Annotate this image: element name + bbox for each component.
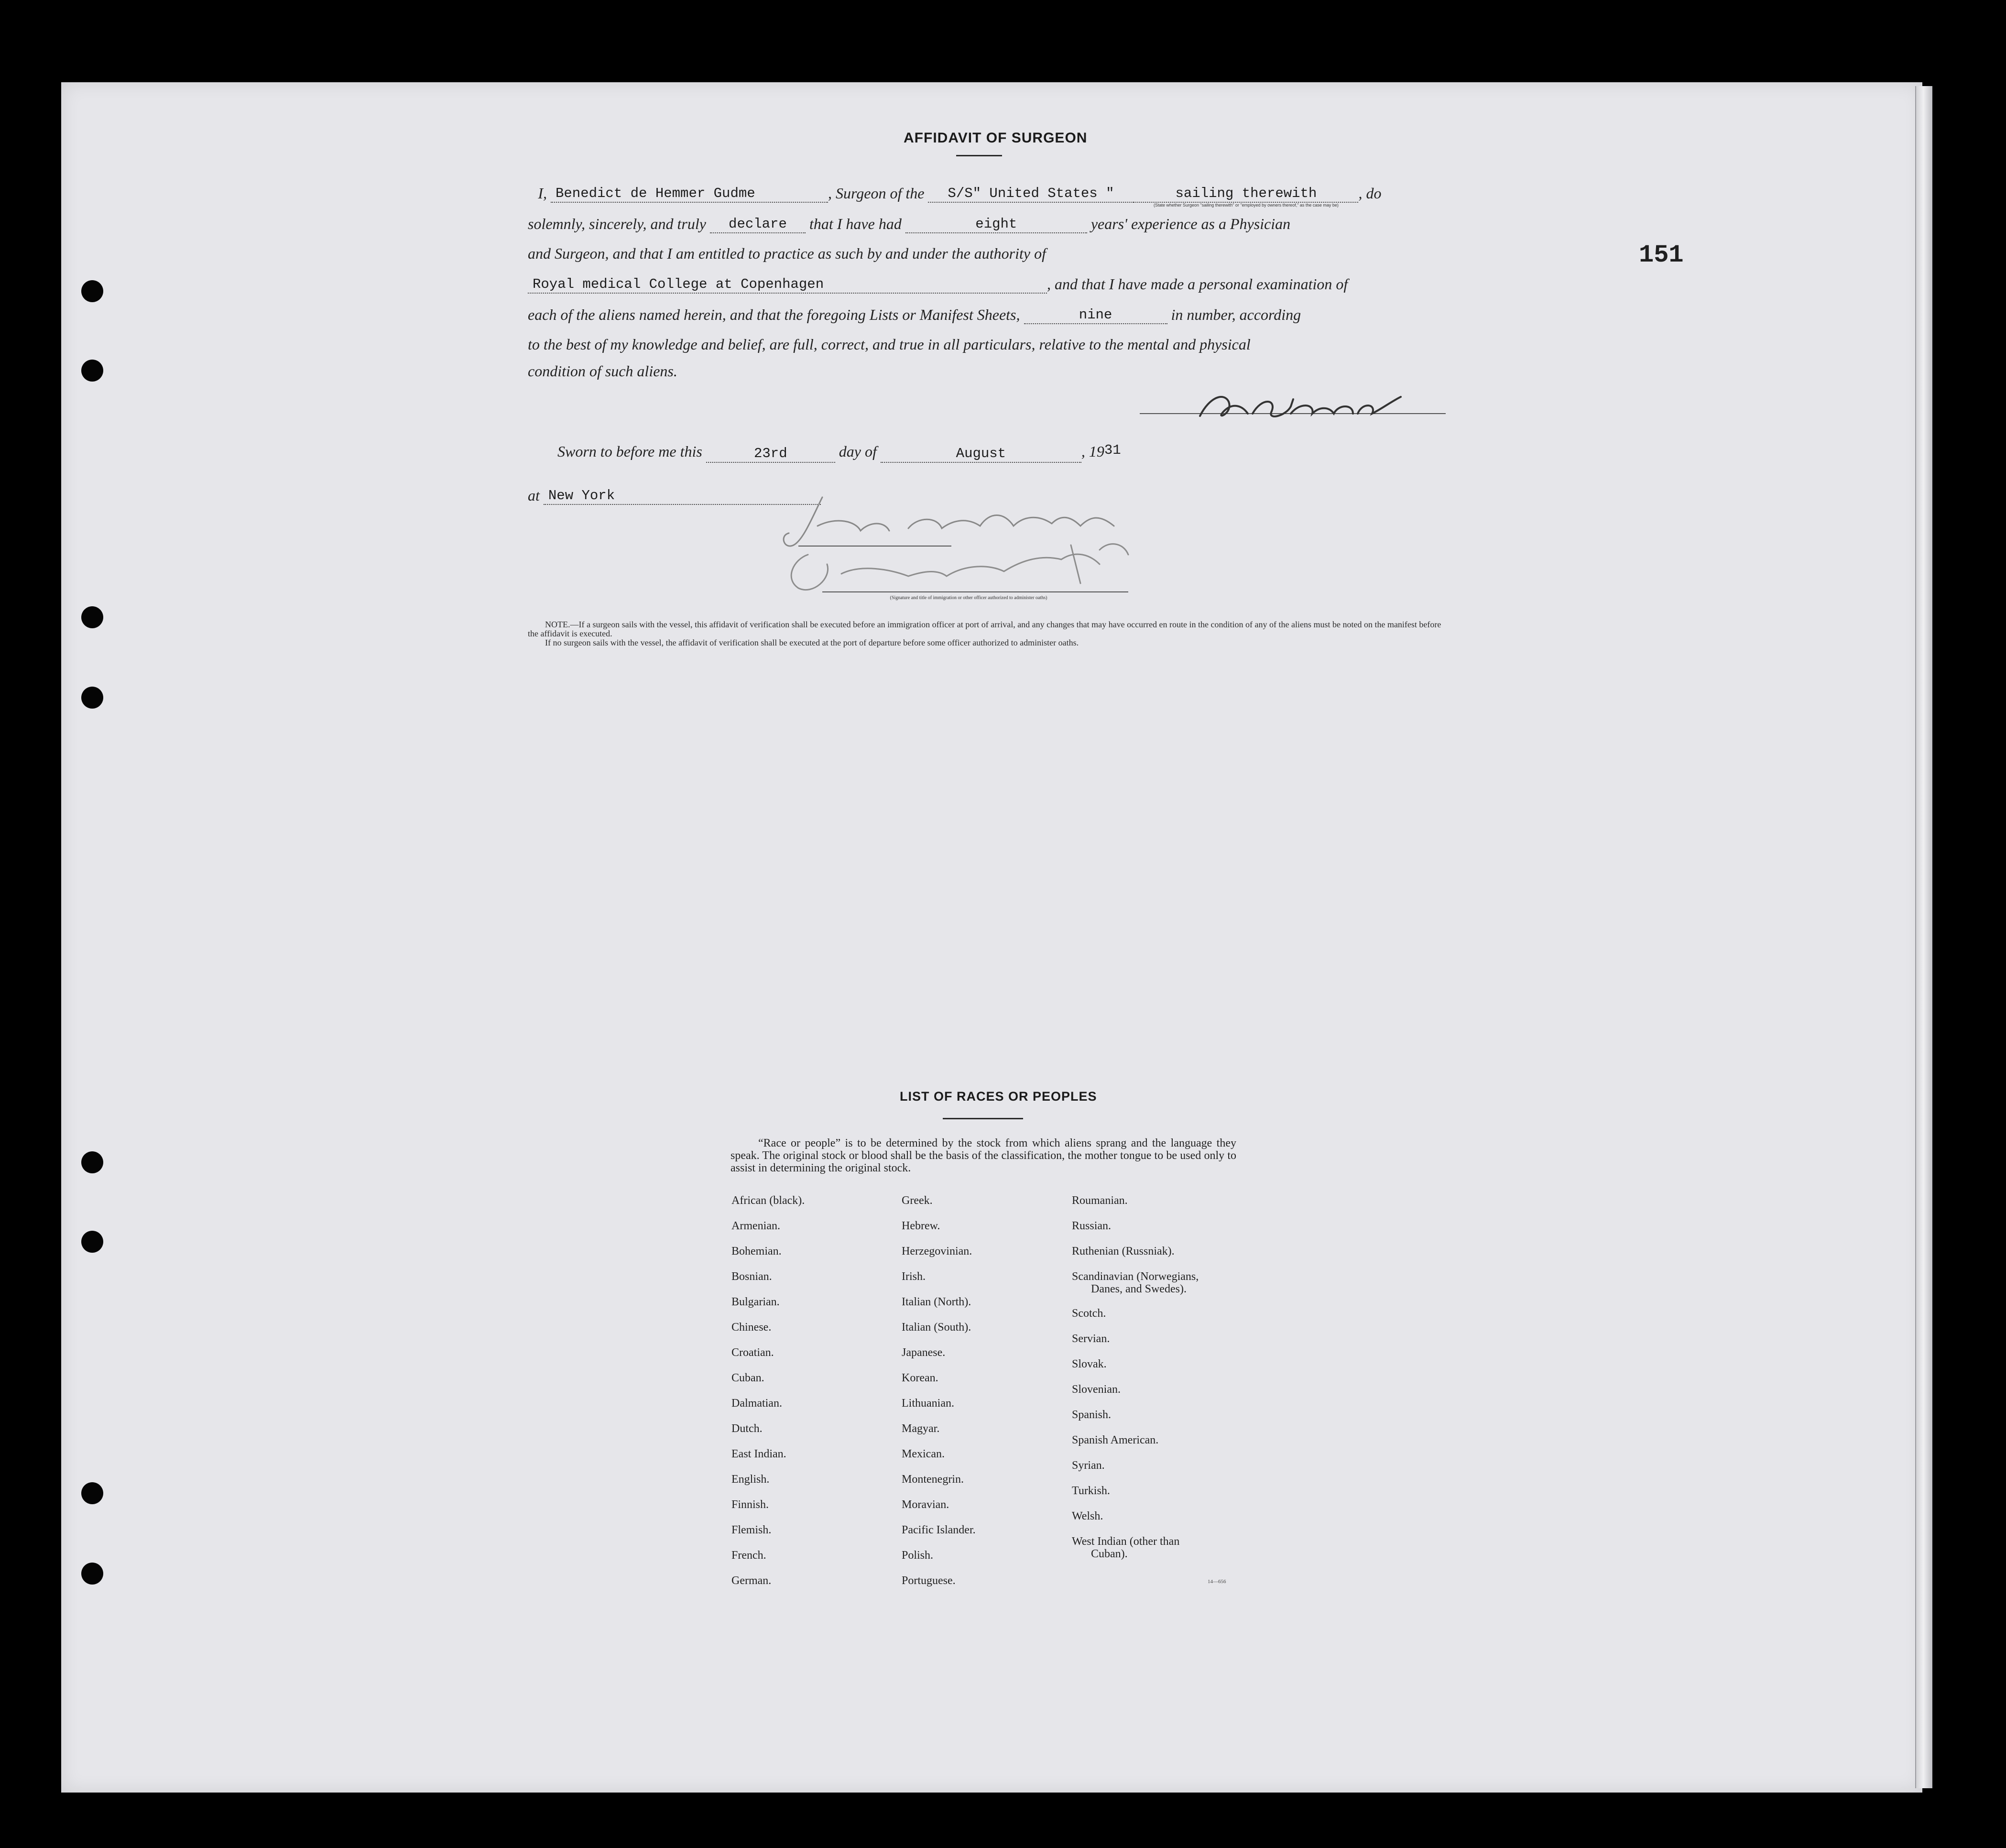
- race-item: Moravian.: [902, 1498, 949, 1511]
- affidavit-line-3: [528, 244, 1448, 263]
- race-item: Turkish.: [1072, 1485, 1110, 1497]
- text-years-experience: years' experience as a Physician: [1090, 215, 1291, 232]
- affidavit-line-7: [528, 361, 1448, 381]
- text-sworn: Sworn to before me this: [557, 443, 702, 460]
- binder-hole: [81, 1482, 103, 1504]
- race-item: Spanish American.: [1072, 1434, 1159, 1446]
- race-item: Dalmatian.: [731, 1397, 782, 1410]
- form-number: 14—656: [1208, 1579, 1226, 1585]
- race-item: West Indian (other than: [1072, 1535, 1180, 1548]
- race-item: Cuban.: [731, 1372, 764, 1384]
- sworn-year-field: 31: [1104, 442, 1121, 458]
- sworn-month-field: August: [881, 446, 1081, 463]
- affidavit-line-4: [528, 274, 1448, 294]
- race-item: Ruthenian (Russniak).: [1072, 1245, 1175, 1258]
- sailing-status-note: (State whether Surgeon "sailing therewith" or "employed by owners thereof," as the case may be): [1153, 203, 1339, 208]
- race-item: Scandinavian (Norwegians,: [1072, 1270, 1199, 1283]
- race-item: Chinese.: [731, 1321, 772, 1334]
- officer-signature: [765, 488, 1195, 602]
- race-item: Irish.: [902, 1270, 926, 1283]
- race-item: Finnish.: [731, 1498, 769, 1511]
- race-item: Herzegovinian.: [902, 1245, 972, 1258]
- race-item: Bosnian.: [731, 1270, 772, 1283]
- binder-hole: [81, 1563, 103, 1585]
- race-item: Slovenian.: [1072, 1383, 1121, 1396]
- sheets-count-field: nine: [1024, 307, 1167, 324]
- race-item: African (black).: [731, 1194, 805, 1207]
- race-item: Polish.: [902, 1549, 934, 1562]
- race-item: Pacific Islander.: [902, 1524, 976, 1536]
- race-item: Hebrew.: [902, 1220, 940, 1232]
- race-item: Lithuanian.: [902, 1397, 954, 1410]
- page-edge: [1915, 86, 1932, 1788]
- race-item: Magyar.: [902, 1422, 940, 1435]
- text-do: , do: [1358, 185, 1382, 202]
- authority-field: Royal medical College at Copenhagen: [528, 276, 1047, 294]
- text-condition: condition of such aliens.: [528, 362, 677, 380]
- races-title-underline: [943, 1118, 1023, 1119]
- sailing-status-field: sailing therewith: [1134, 186, 1358, 203]
- race-item: Danes, and Swedes).: [1091, 1283, 1187, 1295]
- affidavit-note: [528, 620, 1446, 647]
- races-intro-text: “Race or people” is to be determined by the stock from which aliens sprang and the language they speak. The original stock or blood shall be the basis of the classification, the mother tongue to be used only to assist in determining the original stock.: [730, 1137, 1236, 1174]
- text-have-had: that I have had: [809, 215, 902, 232]
- sworn-line: [557, 442, 1477, 461]
- affidavit-title: AFFIDAVIT OF SURGEON: [904, 130, 1088, 146]
- race-item: Welsh.: [1072, 1510, 1103, 1522]
- race-item: Slovak.: [1072, 1358, 1107, 1370]
- text-at: at: [528, 487, 540, 504]
- race-item: Russian.: [1072, 1220, 1112, 1232]
- binder-hole: [81, 687, 103, 709]
- binder-hole: [81, 280, 103, 302]
- text-knowledge: to the best of my knowledge and belief, are full, correct, and true in all particulars, relative to the mental and physical: [528, 336, 1251, 353]
- surgeon-signature: [1195, 387, 1415, 426]
- declare-field: declare: [710, 216, 806, 233]
- sworn-day-field: 23rd: [706, 446, 835, 463]
- race-item: Mexican.: [902, 1448, 945, 1460]
- signature-caption: (Signature and title of immigration or other officer authorized to administer oaths): [890, 595, 1047, 601]
- years-field: eight: [905, 216, 1087, 233]
- text-day-of: day of: [839, 443, 877, 460]
- race-item: Cuban).: [1091, 1548, 1128, 1560]
- races-title: LIST OF RACES OR PEOPLES: [900, 1089, 1097, 1104]
- race-item: Syrian.: [1072, 1459, 1105, 1472]
- binder-hole: [81, 606, 103, 628]
- note-text: NOTE.—If a surgeon sails with the vessel, this affidavit of verification shall be executed before an immigration officer at port of arrival, and any changes that may have occurred en route in the condition of any of the aliens must be noted on the manifest before the affidavit is executed.: [528, 620, 1441, 638]
- race-item: Italian (South).: [902, 1321, 971, 1334]
- note-text-2: If no surgeon sails with the vessel, the affidavit of verification shall be executed at the port of departure before some officer authorized to administer oaths.: [545, 638, 1079, 647]
- binder-hole: [81, 1151, 103, 1173]
- race-item: Greek.: [902, 1194, 933, 1207]
- race-item: Scotch.: [1072, 1307, 1106, 1320]
- text-foregoing: each of the aliens named herein, and that the foregoing Lists or Manifest Sheets,: [528, 306, 1020, 323]
- races-intro: [730, 1137, 1236, 1174]
- text-in-number: in number, according: [1171, 306, 1301, 323]
- text-i: I,: [538, 185, 547, 202]
- binder-hole: [81, 1231, 103, 1253]
- title-underline: [956, 155, 1002, 156]
- race-item: German.: [731, 1575, 772, 1587]
- race-item: English.: [731, 1473, 770, 1486]
- surgeon-name-field: Benedict de Hemmer Gudme: [551, 186, 828, 203]
- text-solemnly: solemnly, sincerely, and truly: [528, 215, 706, 232]
- race-item: Dutch.: [731, 1422, 763, 1435]
- place-field: New York: [544, 488, 821, 505]
- race-item: Armenian.: [731, 1220, 780, 1232]
- race-item: Flemish.: [731, 1524, 772, 1536]
- race-item: French.: [731, 1549, 766, 1562]
- text-year-prefix: , 19: [1081, 443, 1104, 460]
- text-entitled: and Surgeon, and that I am entitled to practice as such by and under the authority of: [528, 245, 1046, 262]
- text-examination: , and that I have made a personal examination of: [1047, 275, 1348, 293]
- race-item: Croatian.: [731, 1346, 774, 1359]
- page-number: 151: [1639, 241, 1684, 269]
- race-item: Portuguese.: [902, 1575, 956, 1587]
- text-surgeon-of: , Surgeon of the: [828, 185, 925, 202]
- binder-hole: [81, 360, 103, 382]
- race-item: Spanish.: [1072, 1409, 1112, 1421]
- race-item: Bohemian.: [731, 1245, 782, 1258]
- vessel-name-field: S/S" United States ": [928, 186, 1134, 203]
- race-item: East Indian.: [731, 1448, 786, 1460]
- affidavit-line-1: [528, 184, 1448, 208]
- affidavit-line-6: [528, 335, 1448, 354]
- race-item: Korean.: [902, 1372, 938, 1384]
- race-item: Montenegrin.: [902, 1473, 964, 1486]
- race-item: Bulgarian.: [731, 1296, 780, 1308]
- race-item: Japanese.: [902, 1346, 946, 1359]
- race-item: Servian.: [1072, 1333, 1110, 1345]
- race-item: Italian (North).: [902, 1296, 971, 1308]
- race-item: Roumanian.: [1072, 1194, 1128, 1207]
- affidavit-line-2: [528, 214, 1448, 233]
- affidavit-line-5: [528, 305, 1448, 324]
